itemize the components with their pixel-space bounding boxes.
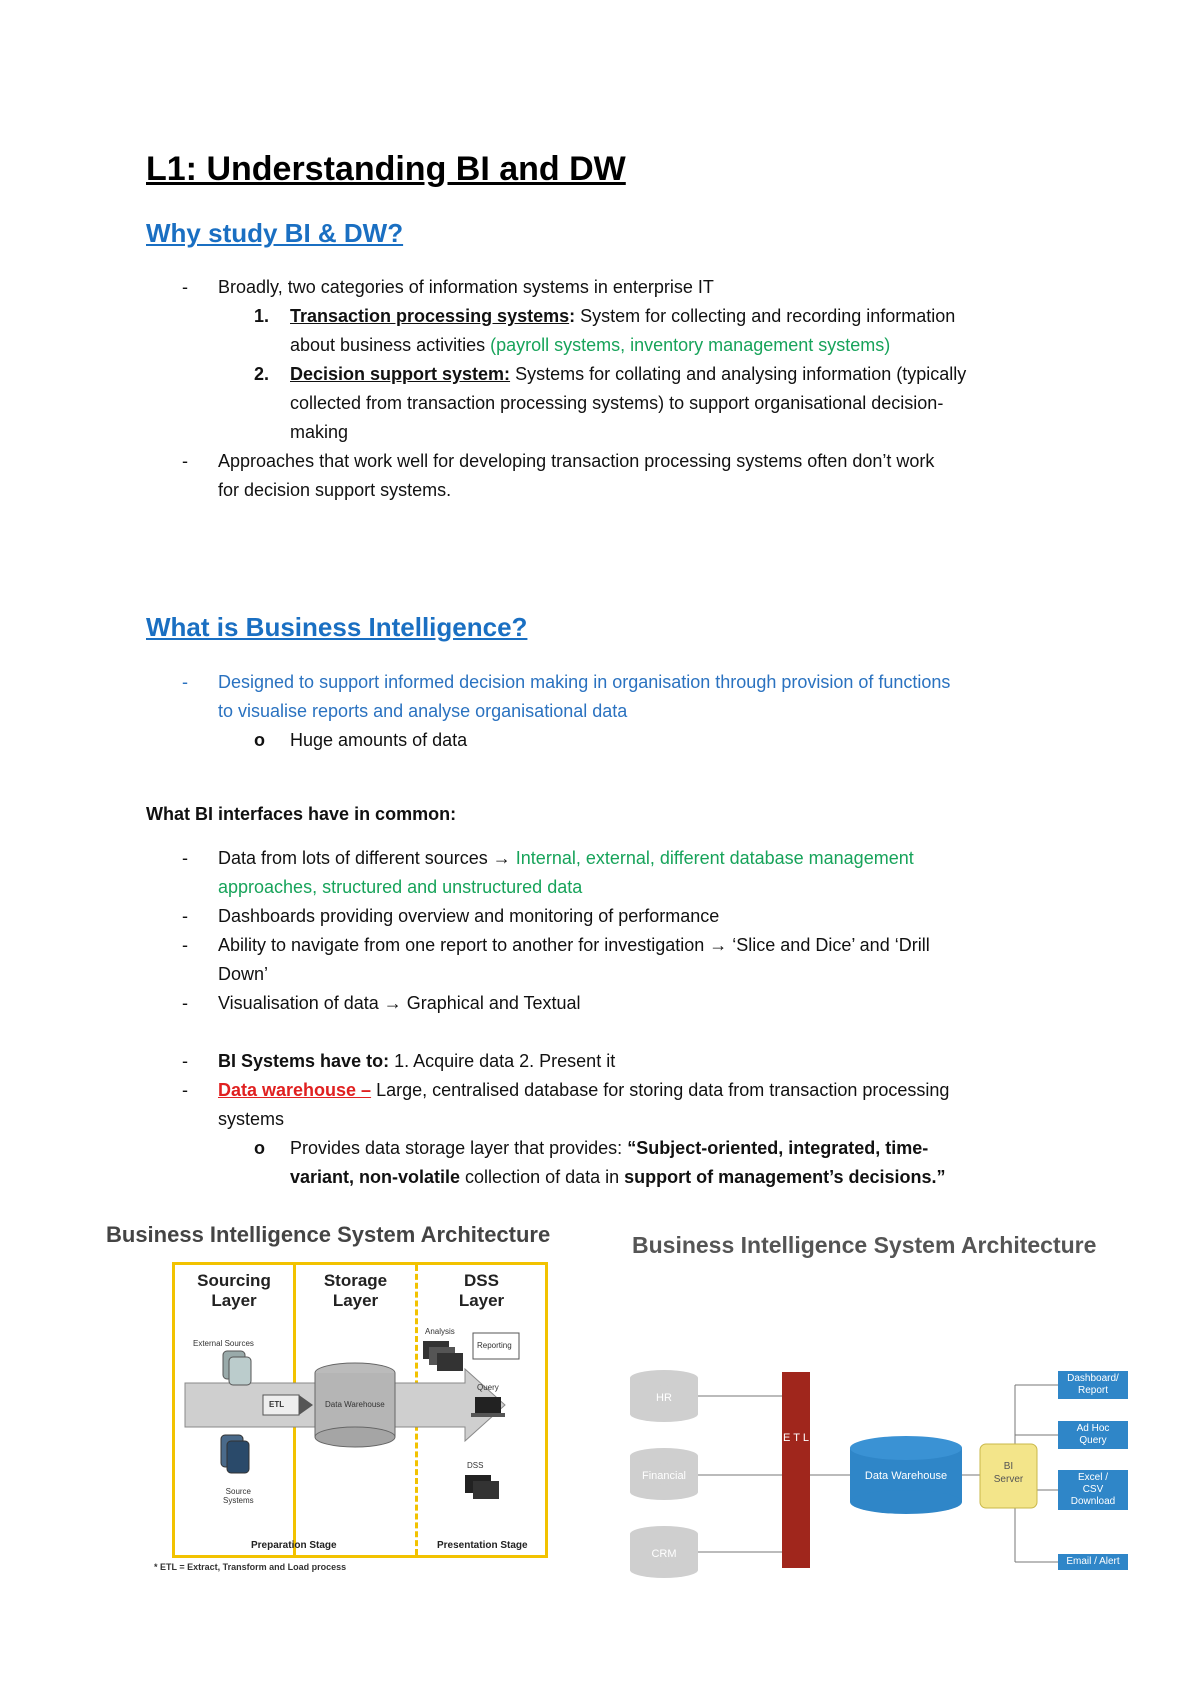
bold-text: “Subject-oriented, integrated, time- (627, 1138, 929, 1158)
example-text: (payroll systems, inventory management systems) (490, 335, 891, 355)
figure-title: Business Intelligence System Architecture (632, 1232, 1097, 1258)
list-item-decision-cont: making (290, 422, 349, 442)
bi-architecture-figure-layers (100, 1222, 580, 1582)
term-transaction: Transaction processing systems (290, 306, 570, 326)
arrow-icon: → (492, 848, 511, 868)
figure-footnote: * ETL = Extract, Transform and Load process (154, 1562, 347, 1572)
source-systems-label: Source Systems (223, 1487, 254, 1505)
dash-bullet: - (182, 906, 188, 926)
list-item-decision-cont: collected from transaction processing systems) to support organisational decision- (290, 393, 944, 413)
dash-bullet: - (182, 1080, 188, 1100)
list-number: 1. (254, 306, 270, 326)
reporting-label: Reporting (477, 1341, 512, 1350)
item-text: 1. Acquire data 2. Present it (389, 1051, 616, 1071)
layers-box (172, 1262, 548, 1558)
etl-bar-label: E T L (783, 1432, 809, 1444)
dss-label: DSS (467, 1461, 484, 1470)
dash-bullet: - (182, 451, 188, 471)
common-item-navigate-cont: Down’ (218, 964, 269, 984)
designed-text-cont: to visualise reports and analyse organisational data (218, 701, 628, 721)
list-number: 2. (254, 364, 270, 384)
sub-bullet: o (254, 1138, 265, 1158)
page-title: L1: Understanding BI and DW (146, 150, 626, 188)
common-item-visualisation (218, 989, 581, 1018)
item-text: Systems for collating and analysing information (typically (510, 364, 967, 384)
dash-bullet: - (182, 277, 188, 297)
architecture-graphic (175, 1265, 545, 1555)
list-item-transaction-cont (290, 331, 890, 360)
bi-server-label: BI Server (993, 1461, 1024, 1485)
dash-bullet: - (182, 848, 188, 868)
common-item-navigate (218, 931, 930, 960)
huge-data-text: Huge amounts of data (290, 730, 468, 750)
common-item-sources-cont: approaches, structured and unstructured data (218, 877, 583, 897)
output-dashboard: Dashboard/ Report (1058, 1371, 1128, 1399)
data-warehouse-label: Data Warehouse (325, 1400, 385, 1409)
preparation-stage-label: Preparation Stage (251, 1540, 337, 1551)
figure-title: Business Intelligence System Architecture (106, 1222, 551, 1247)
output-ad-hoc-query: Ad Hoc Query (1058, 1421, 1128, 1449)
item-text: Data from lots of different sources (218, 848, 493, 868)
query-label: Query (477, 1383, 499, 1392)
etl-label: ETL (269, 1400, 285, 1409)
section-heading-why-study: Why study BI & DW? (146, 218, 404, 248)
dw-definition-cont (290, 1163, 946, 1192)
flow-graphic (620, 1232, 1140, 1592)
dash-bullet: - (182, 935, 188, 955)
data-warehouse-text-cont: systems (218, 1109, 285, 1129)
item-text: Graphical and Textual (401, 993, 581, 1013)
term-decision: Decision support system: (290, 364, 511, 384)
hr-source-label: HR (656, 1392, 672, 1404)
common-item-dashboards: Dashboards providing overview and monitoring of performance (218, 906, 720, 926)
output-email-alert: Email / Alert (1058, 1554, 1128, 1570)
bold-text: variant, non-volatile (290, 1167, 461, 1187)
bi-systems-text (218, 1047, 615, 1076)
data-warehouse-text (218, 1076, 949, 1105)
presentation-stage-label: Presentation Stage (437, 1540, 528, 1551)
item-text: Large, centralised database for storing data from transaction processing (371, 1080, 950, 1100)
item-text: ‘Slice and Dice’ and ‘Drill (727, 935, 930, 955)
common-item-sources (218, 844, 914, 873)
crm-source-label: CRM (651, 1548, 677, 1560)
term-colon: : (569, 306, 576, 326)
intro-text: Broadly, two categories of information systems in enterprise IT (218, 277, 714, 297)
dw-term: Data warehouse – (218, 1080, 372, 1100)
financial-source-label: Financial (641, 1470, 687, 1482)
item-text: System for collecting and recording information (575, 306, 956, 326)
green-text: Internal, external, different database management (510, 848, 914, 868)
item-text: collection of data in (460, 1167, 625, 1187)
designed-text: Designed to support informed decision making in organisation through provision of functions (218, 672, 951, 692)
approach-text-cont: for decision support systems. (218, 480, 452, 500)
layer-heading: Sourcing Layer (197, 1271, 271, 1310)
arrow-icon: → (709, 935, 728, 955)
section-heading-what-is-bi: What is Business Intelligence? (146, 612, 528, 642)
dash-bullet: - (182, 1051, 188, 1071)
data-warehouse-label: Data Warehouse (864, 1470, 948, 1482)
item-text: Visualisation of data (218, 993, 384, 1013)
arrow-icon: → (383, 993, 402, 1013)
item-text: about business activities (290, 335, 491, 355)
output-excel-csv: Excel / CSV Download (1058, 1470, 1128, 1510)
bold-text: support of management’s decisions.” (624, 1167, 946, 1187)
analysis-label: Analysis (425, 1327, 455, 1336)
dash-bullet: - (182, 993, 188, 1013)
item-text: Ability to navigate from one report to another for investigation (218, 935, 710, 955)
bi-systems-bold: BI Systems have to: (218, 1051, 390, 1071)
item-text: Provides data storage layer that provides: (290, 1138, 628, 1158)
layer-heading: DSS Layer (458, 1271, 505, 1310)
dash-bullet: - (182, 672, 188, 692)
common-heading: What BI interfaces have in common: (146, 804, 457, 824)
list-item-decision (290, 360, 966, 389)
sub-bullet: o (254, 730, 265, 750)
list-item-transaction (290, 302, 955, 331)
approach-text: Approaches that work well for developing transaction processing systems often don’t work (218, 451, 935, 471)
bi-architecture-figure-flow (620, 1232, 1140, 1592)
dw-definition (290, 1134, 928, 1163)
external-sources-label: External Sources (193, 1339, 254, 1348)
layer-heading: Storage Layer (323, 1271, 388, 1310)
